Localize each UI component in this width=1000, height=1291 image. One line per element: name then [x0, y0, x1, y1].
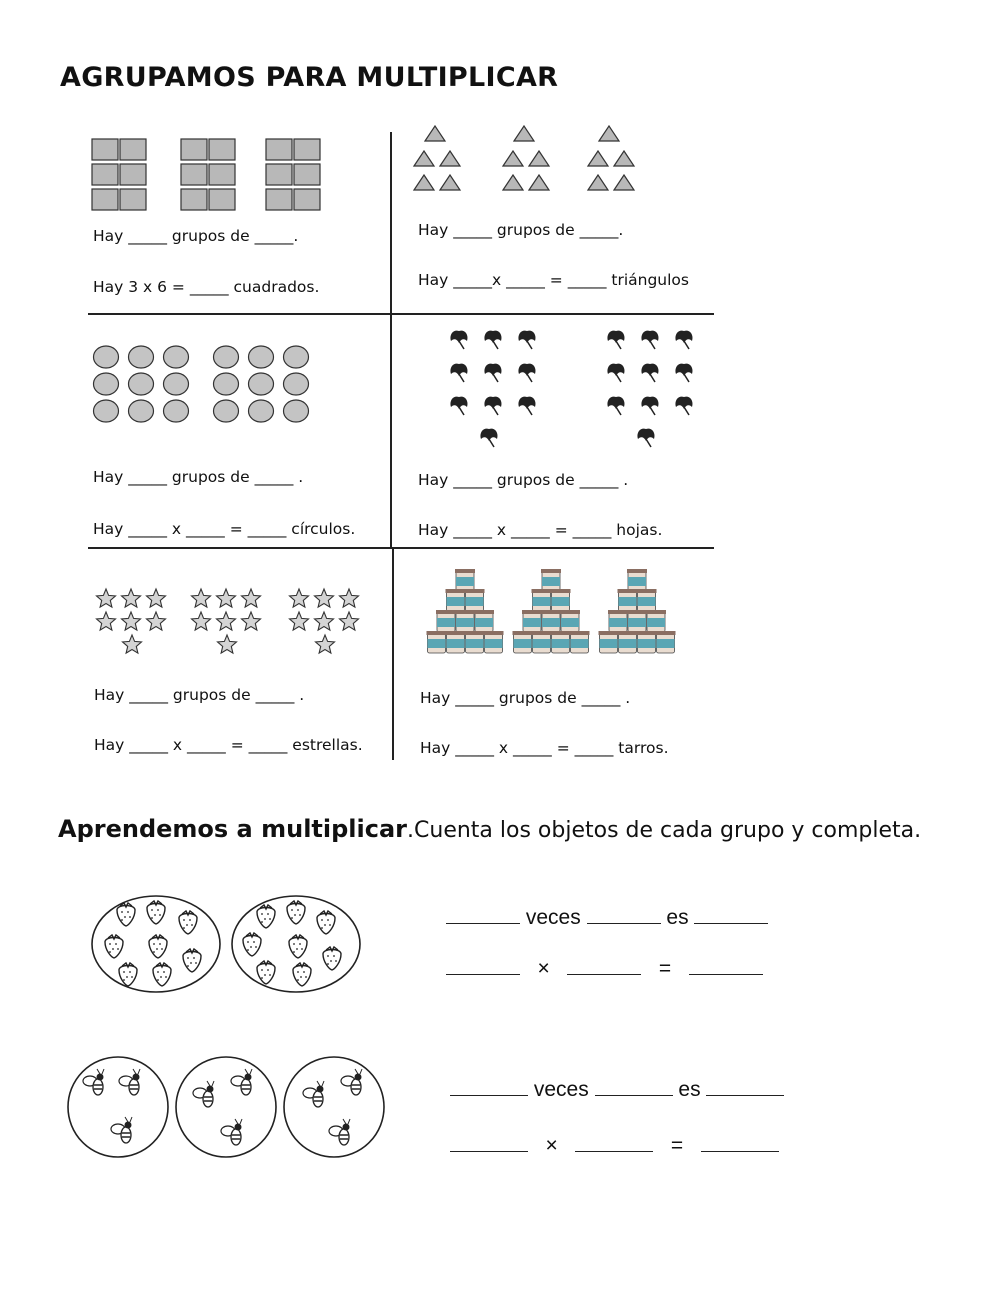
leaf-icon — [518, 364, 535, 382]
square-shape — [266, 164, 292, 185]
triangle-shape — [440, 151, 460, 166]
square-shape — [181, 164, 207, 185]
leaf-icon — [637, 429, 654, 447]
leaf-icon — [450, 331, 467, 349]
square-shape — [120, 139, 146, 160]
blank-line[interactable] — [450, 1094, 528, 1096]
triangles-line-1: Hay _____ grupos de _____. — [418, 221, 624, 239]
strawberry-groups-figure — [92, 896, 367, 996]
equals-sign: = — [658, 957, 672, 980]
es-word: es — [666, 906, 689, 929]
leaf-icon — [450, 397, 467, 415]
star-shape — [192, 612, 211, 630]
jar-icon — [465, 631, 485, 653]
square-shape — [120, 189, 146, 210]
leaf-icon — [518, 397, 535, 415]
triangle-shape — [440, 175, 460, 190]
jar-icon — [446, 589, 466, 611]
leaf-icon — [518, 331, 535, 349]
jars-group-figure — [420, 567, 675, 667]
times-sign: × — [545, 1134, 558, 1157]
star-shape — [242, 589, 261, 607]
circles-group-figure — [92, 345, 307, 425]
circle-shape — [129, 400, 154, 422]
veces-word: veces — [525, 906, 581, 929]
blank-line[interactable] — [575, 1150, 653, 1152]
squares-group-figure — [92, 139, 332, 214]
blank-line[interactable] — [694, 922, 768, 924]
circle-shape — [249, 373, 274, 395]
square-shape — [294, 164, 320, 185]
jar-icon — [656, 631, 676, 653]
leaf-icon — [484, 397, 501, 415]
squares-line-1: Hay _____ grupos de _____. — [93, 227, 299, 245]
equals-sign: = — [670, 1134, 684, 1157]
exercise-1-row-2 — [446, 957, 763, 981]
jar-icon — [627, 569, 647, 591]
blank-line[interactable] — [689, 973, 763, 975]
leaf-icon — [641, 331, 658, 349]
square-shape — [209, 189, 235, 210]
leaves-line-2: Hay _____ x _____ = _____ hojas. — [418, 521, 663, 539]
leaf-icon — [484, 331, 501, 349]
circle-shape — [164, 400, 189, 422]
triangle-shape — [588, 151, 608, 166]
jar-icon — [532, 589, 552, 611]
triangle-shape — [514, 126, 534, 141]
leaf-icon — [607, 364, 624, 382]
star-shape — [340, 589, 359, 607]
jars-line-1: Hay _____ grupos de _____ . — [420, 689, 631, 707]
jar-icon — [637, 631, 657, 653]
exercise-2-row-2 — [450, 1134, 779, 1158]
leaf-icon — [450, 364, 467, 382]
jar-icon — [551, 589, 571, 611]
star-shape — [97, 612, 116, 630]
section2-heading: Aprendemos a multiplicar — [58, 815, 408, 843]
square-shape — [181, 189, 207, 210]
bee-groups-figure — [68, 1055, 388, 1160]
star-shape — [122, 612, 141, 630]
jar-icon — [474, 610, 494, 632]
circle-shape — [164, 346, 189, 368]
page-title: AGRUPAMOS PARA MULTIPLICAR — [60, 62, 559, 93]
jars-line-2: Hay _____ x _____ = _____ tarros. — [420, 739, 669, 757]
leaves-group-figure — [445, 325, 705, 450]
star-shape — [97, 589, 116, 607]
circle-shape — [94, 400, 119, 422]
star-shape — [123, 635, 142, 653]
leaf-icon — [675, 397, 692, 415]
blank-line[interactable] — [446, 973, 520, 975]
leaf-icon — [641, 364, 658, 382]
star-shape — [290, 589, 309, 607]
blank-line[interactable] — [587, 922, 661, 924]
circle-shape — [214, 346, 239, 368]
star-shape — [315, 612, 334, 630]
triangle-shape — [529, 175, 549, 190]
exercise-2-row-1 — [450, 1078, 784, 1102]
circle-shape — [214, 400, 239, 422]
circle-shape — [214, 373, 239, 395]
star-shape — [147, 589, 166, 607]
exercise-1-row-1 — [446, 906, 768, 930]
leaf-icon — [675, 331, 692, 349]
circle-shape — [129, 373, 154, 395]
triangle-shape — [614, 151, 634, 166]
triangles-line-2: Hay _____x _____ = _____ triángulos — [418, 271, 689, 289]
star-shape — [192, 589, 211, 607]
jar-icon — [608, 610, 628, 632]
jar-icon — [532, 631, 552, 653]
jar-icon — [646, 610, 666, 632]
leaf-icon — [484, 364, 501, 382]
stars-line-1: Hay _____ grupos de _____ . — [94, 686, 305, 704]
leaf-icon — [641, 397, 658, 415]
star-shape — [290, 612, 309, 630]
leaf-icon — [607, 397, 624, 415]
square-shape — [266, 189, 292, 210]
jar-icon — [570, 631, 590, 653]
square-shape — [266, 139, 292, 160]
blank-line[interactable] — [446, 922, 520, 924]
jar-icon — [484, 631, 504, 653]
circle-shape — [129, 346, 154, 368]
jar-icon — [627, 610, 647, 632]
circle-shape — [249, 400, 274, 422]
star-shape — [122, 589, 141, 607]
triangle-shape — [503, 151, 523, 166]
jar-icon — [637, 589, 657, 611]
jar-icon — [455, 569, 475, 591]
square-shape — [294, 189, 320, 210]
star-shape — [217, 612, 236, 630]
circles-line-1: Hay _____ grupos de _____ . — [93, 468, 304, 486]
leaf-icon — [480, 429, 497, 447]
jar-icon — [436, 610, 456, 632]
triangle-shape — [588, 175, 608, 190]
jar-icon — [513, 631, 533, 653]
circle-shape — [284, 373, 309, 395]
jar-icon — [465, 589, 485, 611]
triangle-shape — [529, 151, 549, 166]
square-shape — [92, 164, 118, 185]
square-shape — [294, 139, 320, 160]
jar-icon — [618, 631, 638, 653]
circle-shape — [284, 346, 309, 368]
star-shape — [315, 589, 334, 607]
blank-line[interactable] — [706, 1094, 784, 1096]
jar-icon — [541, 610, 561, 632]
star-shape — [217, 589, 236, 607]
jar-icon — [599, 631, 619, 653]
jar-icon — [541, 569, 561, 591]
triangle-shape — [425, 126, 445, 141]
jar-icon — [522, 610, 542, 632]
blank-line[interactable] — [701, 1150, 779, 1152]
jar-icon — [455, 610, 475, 632]
blank-line[interactable] — [567, 973, 641, 975]
blank-line[interactable] — [450, 1150, 528, 1152]
triangle-shape — [414, 175, 434, 190]
circle-shape — [94, 346, 119, 368]
star-shape — [316, 635, 335, 653]
square-shape — [209, 164, 235, 185]
square-shape — [92, 189, 118, 210]
circle-shape — [284, 400, 309, 422]
circles-line-2: Hay _____ x _____ = _____ círculos. — [93, 520, 356, 538]
squares-line-2: Hay 3 x 6 = _____ cuadrados. — [93, 278, 320, 296]
jar-icon — [427, 631, 447, 653]
triangles-group-figure — [418, 127, 658, 192]
triangle-shape — [614, 175, 634, 190]
star-shape — [242, 612, 261, 630]
stars-group-figure — [95, 588, 370, 658]
veces-word: veces — [533, 1078, 589, 1101]
circle-shape — [94, 373, 119, 395]
grid-horizontal-line-2 — [88, 547, 714, 549]
star-shape — [147, 612, 166, 630]
star-shape — [340, 612, 359, 630]
square-shape — [181, 139, 207, 160]
jar-icon — [551, 631, 571, 653]
times-sign: × — [537, 957, 550, 980]
triangle-shape — [599, 126, 619, 141]
grid-vertical-line-bottom — [392, 549, 394, 760]
section2-heading-block — [58, 812, 938, 848]
blank-line[interactable] — [595, 1094, 673, 1096]
grid-horizontal-line-1 — [88, 313, 714, 315]
stars-line-2: Hay _____ x _____ = _____ estrellas. — [94, 736, 363, 754]
circle-shape — [164, 373, 189, 395]
triangle-shape — [414, 151, 434, 166]
grid-vertical-line-top — [390, 132, 392, 547]
square-shape — [120, 164, 146, 185]
jar-icon — [618, 589, 638, 611]
section2-instruction: .Cuenta los objetos de cada grupo y completa. — [407, 818, 922, 843]
leaf-icon — [607, 331, 624, 349]
leaf-icon — [675, 364, 692, 382]
square-shape — [209, 139, 235, 160]
triangle-shape — [503, 175, 523, 190]
jar-icon — [560, 610, 580, 632]
circle-shape — [249, 346, 274, 368]
jar-icon — [446, 631, 466, 653]
square-shape — [92, 139, 118, 160]
leaves-line-1: Hay _____ grupos de _____ . — [418, 471, 629, 489]
es-word: es — [678, 1078, 701, 1101]
star-shape — [218, 635, 237, 653]
